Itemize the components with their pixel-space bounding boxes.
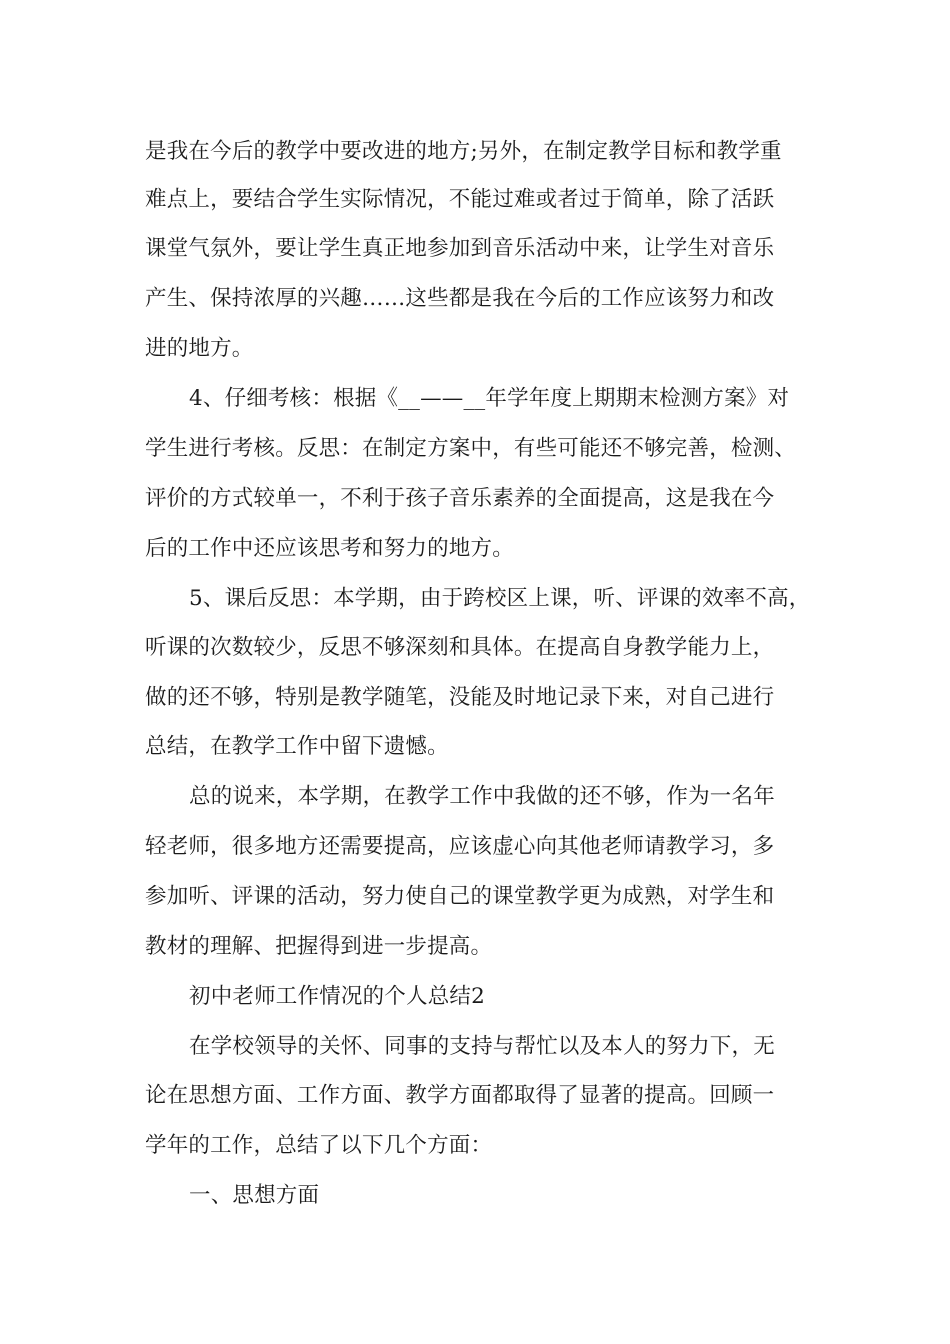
text-line: 轻老师，很多地方还需要提高，应该虚心向其他老师请教学习，多 <box>145 834 775 859</box>
text-line: 总结，在教学工作中留下遗憾。 <box>145 734 449 759</box>
text-line: 做的还不够，特别是教学随笔，没能及时地记录下来，对自己进行 <box>145 685 775 710</box>
text-line: 教材的理解、把握得到进一步提高。 <box>145 934 493 959</box>
text-line: 课堂气氛外，要让学生真正地参加到音乐活动中来，让学生对音乐 <box>145 236 775 261</box>
text-line: 后的工作中还应该思考和努力的地方。 <box>145 536 514 561</box>
paragraph-start-line: 在学校领导的关怀、同事的支持与帮忙以及本人的努力下，无 <box>189 1034 775 1059</box>
paragraph-start-line: 4、仔细考核：根据《__——__年学年度上期期末检测方案》对 <box>189 386 790 411</box>
text-line: 论在思想方面、工作方面、教学方面都取得了显著的提高。回顾一 <box>145 1083 775 1108</box>
subsection-heading: 一、思想方面 <box>189 1183 320 1208</box>
paragraph-start-line: 总的说来，本学期，在教学工作中我做的还不够，作为一名年 <box>189 784 775 809</box>
text-line: 评价的方式较单一，不利于孩子音乐素养的全面提高，这是我在今 <box>145 486 775 511</box>
section-heading: 初中老师工作情况的个人总结2 <box>189 984 485 1009</box>
text-line: 参加听、评课的活动，努力使自己的课堂教学更为成熟，对学生和 <box>145 884 775 909</box>
text-line: 是我在今后的教学中要改进的地方;另外，在制定教学目标和教学重 <box>145 139 782 164</box>
text-line: 难点上，要结合学生实际情况，不能过难或者过于简单，除了活跃 <box>145 187 775 212</box>
text-line: 产生、保持浓厚的兴趣……这些都是我在今后的工作应该努力和改 <box>145 286 775 311</box>
paragraph-start-line: 5、课后反思：本学期，由于跨校区上课，听、评课的效率不高， <box>189 586 811 611</box>
text-line: 学生进行考核。反思：在制定方案中，有些可能还不够完善，检测、 <box>145 436 797 461</box>
text-line: 进的地方。 <box>145 336 254 361</box>
text-line: 听课的次数较少，反思不够深刻和具体。在提高自身教学能力上， <box>145 635 775 660</box>
text-line: 学年的工作，总结了以下几个方面： <box>145 1133 493 1158</box>
